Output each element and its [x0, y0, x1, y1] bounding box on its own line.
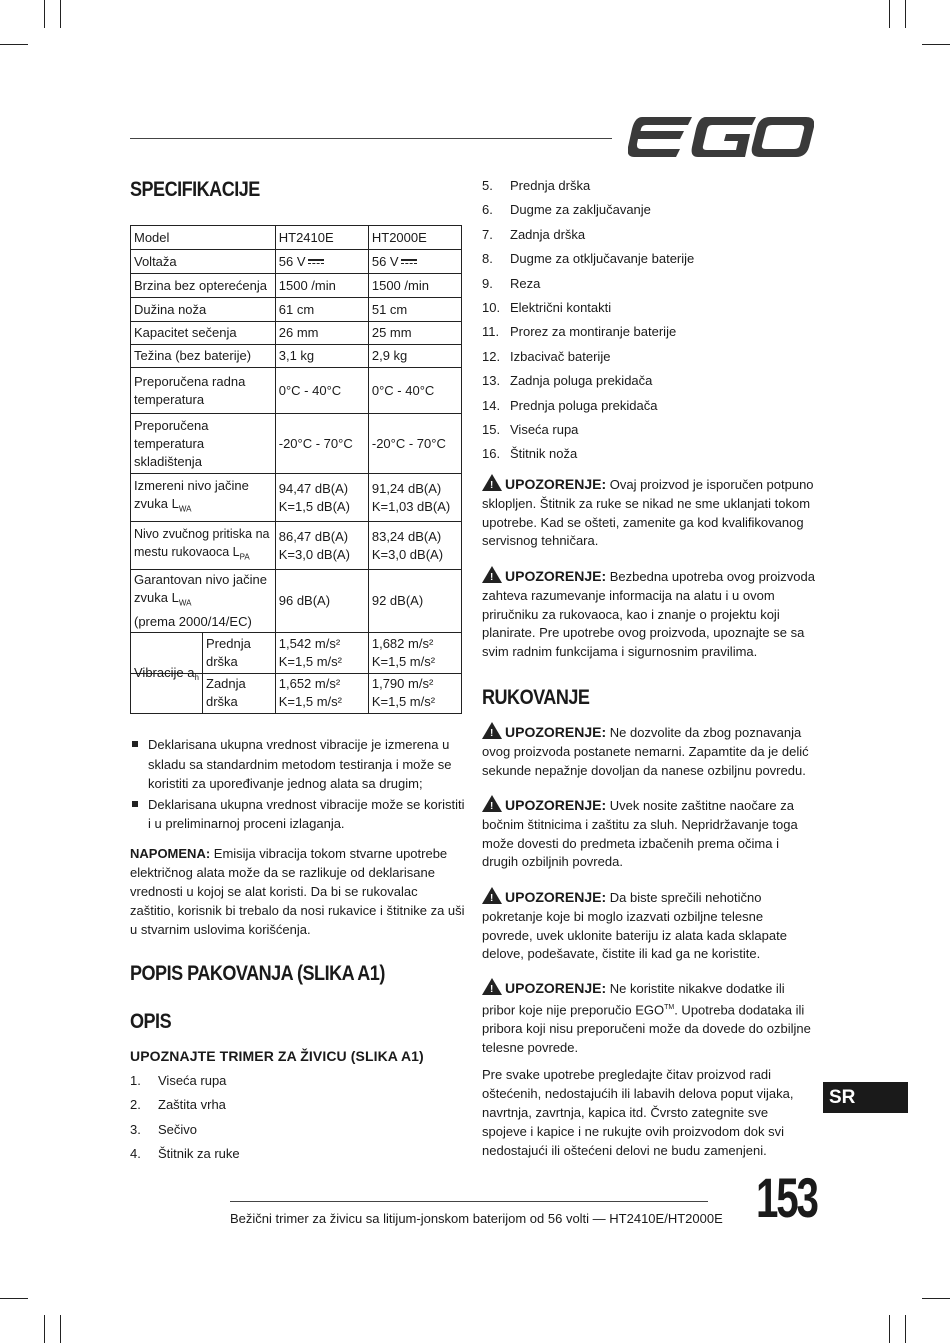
table-cell: -20°C - 70°C: [368, 414, 461, 474]
table-cell: [275, 474, 368, 522]
description-subtitle: UPOZNAJTE TRIMER ZA ŽIVICU (SLIKA A1): [130, 1048, 424, 1064]
list-item: [482, 227, 817, 251]
item-number: 9.: [482, 275, 493, 291]
warning-text: . Upotreba dodataka ili pribora koji nisu preporučeni može da dovede do ozbiljne telesne povrede.: [482, 1002, 811, 1055]
table-cell: 26 mm: [275, 322, 368, 345]
crop-mark: [0, 1298, 28, 1299]
table-cell: [131, 474, 276, 522]
item-label: Prednja drška: [510, 178, 591, 193]
list-item: [482, 251, 817, 275]
list-item: [482, 276, 817, 300]
crop-mark: [905, 0, 906, 28]
table-row: [131, 274, 462, 298]
warning-block: [482, 887, 817, 964]
note-text: Emisija vibracija tokom stvarne upotrebe električnog alata može da se razlikuje od deklarisane vrednosti u kojoj se alat koristi. Da bi se rukovalac zaštitio, korisnik bi trebalo da nosi rukavice i štitnike za uši u stvarnim uslovima korišćenja.: [130, 846, 465, 937]
subscript: h: [194, 672, 199, 682]
item-label: Prorez za montiranje baterije: [510, 324, 677, 340]
cell-label: Vibracije a: [134, 664, 195, 680]
subscript: WA: [178, 598, 192, 608]
cell-value: K=1,5 dB(A): [278, 498, 350, 514]
description-title: OPIS: [130, 1010, 172, 1033]
crop-mark: [889, 0, 890, 28]
item-number: 5.: [482, 178, 493, 193]
table-row: [131, 368, 462, 414]
parts-list-right: [482, 178, 817, 471]
warning-text: Ne dozvolite da zbog poznavanja ovog proizvoda postanete nemarni. Zapamtite da je delić sekunde nepažnje dovoljan da nanese ozbiljnu povredu.: [482, 725, 809, 778]
item-number: 11.: [482, 324, 500, 340]
cell-value: K=1,5 m/s²: [278, 653, 342, 669]
table-cell: [131, 522, 276, 570]
warning-text: Uvek nosite zaštitne naočare za bočnim štitnicima i zaštitu za sluh. Nepridržavanje toga može dovesti do predmeta izbačenih prema očima i drugih ozbiljnih povreda.: [482, 798, 798, 870]
voltage-value: 56 V: [278, 253, 306, 269]
note-paragraph: [130, 844, 465, 939]
warning-label: UPOZORENJE:: [505, 889, 607, 905]
packing-title: POPIS PAKOVANJA (SLIKA A1): [130, 962, 385, 985]
warning-triangle-icon: !: [482, 795, 502, 812]
warning-label: UPOZORENJE:: [505, 724, 607, 740]
table-cell: 25 mm: [368, 322, 461, 345]
table-cell: [275, 673, 368, 713]
table-cell: [275, 250, 368, 274]
table-cell: [368, 673, 461, 713]
item-label: Zaštita vrha: [158, 1097, 226, 1113]
table-row: [131, 570, 462, 633]
vibration-notes: [130, 735, 465, 835]
table-cell: Model: [131, 226, 276, 250]
list-item-text: Deklarisana ukupna vrednost vibracije može se koristiti i u preliminarnoj proceni izlaganja.: [148, 796, 465, 831]
table-cell: 3,1 kg: [275, 345, 368, 368]
item-label: Prednja poluga prekidača: [510, 397, 658, 413]
item-label: Štitnik za ruke: [158, 1146, 240, 1162]
table-cell: Dužina noža: [131, 298, 276, 322]
vibration-front-label: [203, 633, 275, 674]
table-row: [131, 632, 462, 673]
crop-mark: [44, 1315, 45, 1343]
cell-value: 91,24 dB(A): [371, 480, 442, 496]
table-cell: [368, 250, 461, 274]
warning-triangle-icon: !: [482, 887, 502, 904]
crop-mark: [60, 0, 61, 28]
item-number: 15.: [482, 421, 501, 437]
item-label: Dugme za zaključavanje: [510, 202, 651, 218]
table-cell: 0°C - 40°C: [368, 368, 461, 414]
table-cell: [368, 522, 461, 570]
warning-label: UPOZORENJE:: [505, 797, 607, 813]
table-cell: 2,9 kg: [368, 345, 461, 368]
handling-title: RUKOVANJE: [482, 686, 590, 709]
table-cell: 51 cm: [368, 298, 461, 322]
table-cell: [275, 632, 368, 673]
dc-symbol-icon: [401, 258, 417, 266]
vibration-rear-label: [203, 674, 275, 713]
warning-label: UPOZORENJE:: [505, 568, 607, 584]
item-number: 7.: [482, 226, 493, 242]
table-cell: [131, 570, 276, 633]
cell-label: (prema 2000/14/EC): [134, 613, 252, 629]
item-label: Zadnja poluga prekidača: [510, 373, 653, 389]
cell-label: Zadnja drška: [206, 676, 246, 710]
table-cell: 0°C - 40°C: [275, 368, 368, 414]
item-label: Viseća rupa: [510, 421, 579, 437]
cell-value: K=1,5 m/s²: [371, 653, 436, 669]
list-item: [482, 178, 817, 202]
cell-value: 1,790 m/s²: [371, 676, 434, 692]
list-item: [482, 324, 817, 348]
table-row: [131, 345, 462, 368]
warning-label: UPOZORENJE:: [505, 476, 607, 492]
table-cell: Preporučena temperatura skladištenja: [131, 414, 276, 474]
item-number: 8.: [482, 251, 493, 267]
table-cell: [368, 632, 461, 673]
warning-block: [482, 978, 817, 1058]
item-number: 12.: [482, 348, 501, 364]
item-number: 14.: [482, 397, 501, 413]
cell-value: 1,542 m/s²: [278, 635, 341, 651]
warning-block: [482, 722, 817, 780]
list-item: [482, 446, 817, 470]
table-cell: Kapacitet sečenja: [131, 322, 276, 345]
cell-value: 83,24 dB(A): [371, 528, 442, 544]
table-cell: [275, 522, 368, 570]
table-cell: 1500 /min: [368, 274, 461, 298]
warning-text: Ovaj proizvod je isporučen potpuno sklopljen. Štitnik za ruke se nikad ne sme uklanjati tokom upotrebe. Kad se ošteti, zamenite ga kod kvalifikovanog servisnog tehničara.: [482, 477, 814, 549]
item-number: 1.: [130, 1073, 141, 1088]
dc-symbol-icon: [308, 258, 324, 266]
item-label: Električni kontakti: [510, 299, 612, 315]
cell-value: K=3,0 dB(A): [278, 546, 350, 562]
crop-mark: [922, 1298, 950, 1299]
note-label: NAPOMENA:: [130, 846, 211, 861]
footer-text: Bežični trimer za živicu sa litijum-jonskom baterijom od 56 volti — HT2410E/HT2000E: [230, 1211, 723, 1226]
table-cell: Brzina bez opterećenja: [131, 274, 276, 298]
table-row: [131, 250, 462, 274]
table-cell: 96 dB(A): [275, 570, 368, 633]
table-row: [131, 474, 462, 522]
warning-text: Da biste sprečili nehotično pokretanje koje bi moglo izazvati ozbiljne telesne povrede, uvek uklonite bateriju iz alata kada sklapate delove, podešavate, čistite ili kad ga ne koristite.: [482, 890, 787, 962]
warning-block: [482, 474, 817, 551]
crop-mark: [889, 1315, 890, 1343]
cell-label: Prednja drška: [206, 635, 251, 669]
table-cell: HT2000E: [368, 226, 461, 250]
inspection-paragraph: Pre svake upotrebe pregledajte čitav proizvod radi oštećenih, nedostajućih ili labavih delova poput vijaka, navrtnja, zavrtnja, kapica itd. Čvrsto zategnite sve spojeve i kapice i ne rukujte ovih proizvodom dok svi nedostajući ili oštećeni delovi ne budu zamenjeni.: [482, 1067, 794, 1158]
list-item: [130, 1097, 430, 1121]
item-label: Reza: [510, 275, 541, 291]
list-item: [130, 1073, 430, 1097]
table-cell: Voltaža: [131, 250, 276, 274]
table-row: [131, 322, 462, 345]
cell-value: K=1,5 m/s²: [278, 694, 342, 710]
list-item: [130, 735, 465, 794]
cell-value: 94,47 dB(A): [278, 480, 349, 496]
cell-value: 1,652 m/s²: [278, 676, 341, 692]
table-row: [131, 414, 462, 474]
vibration-label: [131, 633, 203, 713]
list-item: [482, 398, 817, 422]
item-number: 10.: [482, 299, 501, 315]
crop-mark: [922, 44, 950, 45]
table-row: [131, 522, 462, 570]
bullet-square-icon: [132, 741, 138, 747]
cell-value: K=1,03 dB(A): [371, 498, 451, 514]
table-cell: 1500 /min: [275, 274, 368, 298]
parts-list-left: [130, 1073, 430, 1171]
list-item: [130, 795, 465, 834]
table-cell: -20°C - 70°C: [275, 414, 368, 474]
list-item: [482, 422, 817, 446]
language-tab: SR: [823, 1082, 908, 1113]
spec-title: SPECIFIKACIJE: [130, 178, 260, 201]
list-item-text: Deklarisana ukupna vrednost vibracije je izmerena u skladu sa standardnim metodom testiranja i može se koristiti za upoređivanje jednog alata sa drugim;: [148, 737, 452, 791]
cell-value: 86,47 dB(A): [278, 528, 349, 544]
item-number: 13.: [482, 373, 501, 389]
warning-triangle-icon: !: [482, 978, 502, 995]
header-rule: [130, 138, 612, 139]
item-label: Zadnja drška: [510, 226, 586, 242]
warning-block: [482, 795, 817, 872]
subscript: PA: [239, 552, 250, 562]
trademark-mark: TM: [664, 1003, 675, 1011]
crop-mark: [0, 44, 28, 45]
warning-triangle-icon: !: [482, 474, 502, 491]
list-item: [482, 300, 817, 324]
list-item: [130, 1122, 430, 1146]
ego-logo: [628, 117, 814, 159]
item-number: 4.: [130, 1146, 141, 1162]
cell-label: Nivo zvučnog pritiska na mestu rukovaoca L: [134, 526, 270, 559]
cell-value: 1,682 m/s²: [371, 635, 434, 651]
item-label: Dugme za otključavanje baterije: [510, 251, 695, 267]
table-row: [131, 298, 462, 322]
item-number: 3.: [130, 1121, 141, 1137]
cell-value: K=3,0 dB(A): [371, 546, 444, 562]
crop-mark: [60, 1315, 61, 1343]
table-cell: 61 cm: [275, 298, 368, 322]
voltage-value: 56 V: [371, 253, 399, 269]
list-item: [482, 349, 817, 373]
bullet-square-icon: [132, 801, 138, 807]
item-number: 16.: [482, 446, 501, 462]
item-label: Izbacivač baterije: [510, 348, 611, 364]
item-label: Sečivo: [158, 1121, 198, 1137]
table-cell: Preporučena radna temperatura: [131, 368, 276, 414]
list-item: [482, 373, 817, 397]
item-number: 6.: [482, 202, 493, 218]
crop-mark: [44, 0, 45, 28]
table-cell: Težina (bez baterije): [131, 345, 276, 368]
warning-text: Bezbedna upotreba ovog proizvoda zahteva razumevanje informacija na alatu i u ovom priručniku za rukovaoca, kao i znanje o projektu koji planirate. Pre upotrebe ovog proizvoda, upoznajte se sa svim radnim funkcijama i sigurnosnim pravilima.: [482, 569, 816, 660]
table-cell: HT2410E: [275, 226, 368, 250]
crop-mark: [905, 1315, 906, 1343]
page-number: 153: [756, 1166, 817, 1229]
subscript: WA: [178, 504, 192, 514]
item-label: Viseća rupa: [158, 1073, 227, 1088]
list-item: [130, 1146, 430, 1170]
cell-label: Garantovan nivo jačine zvuka L: [134, 572, 267, 605]
spec-table: [130, 225, 462, 714]
table-row: [131, 226, 462, 250]
item-number: 2.: [130, 1097, 141, 1113]
footer-rule: [230, 1201, 708, 1202]
warning-triangle-icon: !: [482, 722, 502, 739]
table-cell: [368, 474, 461, 522]
warning-text: Ne koristite nikakve dodatke ili pribor koje nije preporučio EGO: [482, 981, 785, 1018]
list-item: [482, 202, 817, 226]
table-cell: 92 dB(A): [368, 570, 461, 633]
warning-triangle-icon: !: [482, 566, 502, 583]
item-label: Štitnik noža: [510, 446, 578, 462]
warning-label: UPOZORENJE:: [505, 980, 607, 996]
cell-label: Izmereni nivo jačine zvuka L: [134, 477, 249, 511]
table-cell: [131, 632, 276, 710]
cell-value: K=1,5 m/s²: [371, 694, 436, 710]
warning-block: [482, 566, 817, 662]
